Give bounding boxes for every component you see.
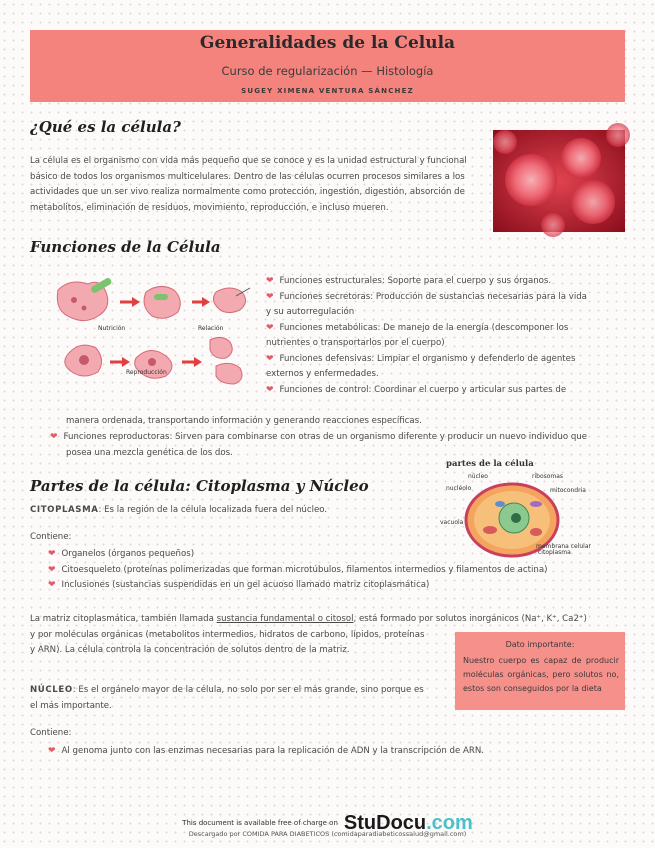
diagram-label-nutricion: Nutrición: [98, 325, 126, 332]
footer-studocu: This document is available free of charge on StuDocu.com: [182, 812, 473, 834]
matriz-paragraph: La matriz citoplasmática, también llamada sustancia fundamental o citosol, está formado por solutos inorgánicos (Na⁺, K⁺, Ca2⁺) y por moléculas orgánicas (metabolitos intermedios, hidratos de carbono, lípidos, proteínas y ARN). La célula controla la concentración de solutos dentro de la matriz.: [30, 614, 587, 655]
heart-bullet-icon: ❤: [266, 291, 274, 302]
text-line: posea una mezcla genética de los dos.: [66, 448, 233, 458]
section-title-cell-parts: Partes de la célula: Citoplasma y Núcleo: [30, 477, 369, 495]
red-blood-cells-image: [493, 130, 625, 232]
section-title-what-is-cell: ¿Qué es la célula?: [30, 118, 181, 136]
text-line: actividades que un ser vivo realiza normalmente como protección, ingestión, digestión, absorción de: [30, 187, 465, 197]
label-nucleo: núcleo: [468, 473, 488, 480]
list-item: ❤ Funciones defensivas: Limpiar el organismo y defenderlo de agentes: [266, 352, 626, 368]
important-note-box: [455, 632, 625, 710]
author-name: SUGEY XIMENA VENTURA SÁNCHEZ: [241, 87, 414, 95]
footer-downloaded-by: Descargado por COMIDA PARA DIABETICOS (comidaparadiabeticossalud@gmail.com): [188, 830, 467, 838]
heart-bullet-icon: ❤: [48, 746, 56, 756]
section-what-is-cell-text: [30, 154, 467, 216]
heart-bullet-icon: ❤: [50, 432, 58, 442]
heart-bullet-icon: ❤: [48, 580, 56, 590]
list-item: ❤ Organelos (órganos pequeños): [48, 547, 547, 563]
label-citoplasma: citoplasma: [538, 549, 571, 556]
heart-bullet-icon: ❤: [48, 549, 56, 559]
header-banner: [30, 30, 625, 102]
list-item: ❤ Citoesqueleto (proteínas polimerizadas que forman microtúbulos, filamentos intermedios y filamentos de actina): [48, 563, 547, 579]
label-nucleolo: nucléolo: [446, 485, 472, 492]
nucleo-paragraph: NÚCLEO: Es el orgánelo mayor de la célula, no solo por ser el más grande, sino porque es el más importante.: [30, 685, 424, 711]
diagram-title: partes de la célula: [446, 459, 534, 469]
label-membrana: membrana celular: [536, 543, 591, 550]
page-subtitle: Curso de regularización — Histología: [221, 64, 434, 78]
label-mitocondria: mitocondria: [550, 487, 586, 494]
text-line: manera ordenada, transportando información y generando reacciones específicas.: [66, 416, 422, 426]
heart-bullet-icon: ❤: [266, 353, 274, 364]
text-line: nutrientes o transportarlos por el cuerpo): [266, 338, 445, 348]
section-title-functions: Funciones de la Célula: [30, 238, 221, 256]
text-line: externos y enfermedades.: [266, 369, 379, 379]
text-line: metabolitos, eliminación de residuos, movimiento, reproducción, e incluso mueren.: [30, 202, 389, 213]
note-body: Nuestro cuerpo es capaz de producir moléculas orgánicas, pero solutos no, estos son conseguidos por la dieta: [463, 656, 619, 693]
studocu-logo-link[interactable]: StuDocu.com: [343, 812, 473, 834]
diagram-label-relacion: Relación: [198, 325, 224, 332]
functions-list: [266, 274, 626, 398]
text-line: La célula es el organismo con vida más pequeño que se conoce y es la unidad estructural y funcional: [30, 156, 467, 166]
label-ribosomas: ribosomas: [532, 473, 564, 480]
list-item: ❤ Al genoma junto con las enzimas necesarias para la replicación de ADN y la transcripción de ARN.: [48, 744, 484, 760]
page-title: Generalidades de la Celula: [199, 33, 456, 53]
label-vacuola: vacuola: [440, 519, 464, 526]
contiene-label: Contiene:: [30, 532, 72, 542]
cell-parts-diagram: [440, 456, 591, 560]
list-item: ❤ Funciones reproductoras: Sirven para combinarse con otras de un organismo diferente y producir un nuevo individuo que: [50, 430, 587, 446]
contiene-label: Contiene:: [30, 728, 72, 738]
heart-bullet-icon: ❤: [48, 564, 56, 575]
text-line: básico de todos los organismos multicelulares. Dentro de las células ocurren procesos similares a los: [30, 171, 465, 182]
list-item: ❤ Funciones de control: Coordinar el cuerpo y articular sus partes de: [266, 383, 626, 399]
heart-bullet-icon: ❤: [266, 322, 274, 333]
list-item: ❤ Funciones estructurales: Soporte para el cuerpo y sus órganos.: [266, 274, 626, 290]
citoplasma-definition: CITOPLASMA: Es la región de la célula localizada fuera del núcleo.: [30, 505, 328, 515]
text-line: y su autorregulación: [266, 307, 355, 317]
heart-bullet-icon: ❤: [266, 384, 274, 395]
list-item: ❤ Inclusiones (sustancias suspendidas en un gel acuoso llamado matriz citoplasmática): [48, 578, 547, 594]
heart-bullet-icon: ❤: [266, 276, 274, 286]
diagram-label-reproduccion: Reproducción: [126, 369, 167, 376]
note-title: Dato importante:: [505, 640, 575, 649]
list-item: ❤ Funciones secretoras: Producción de sustancias necesarias para la vida: [266, 290, 626, 306]
citoplasma-list: [48, 547, 547, 594]
cell-functions-diagram: [50, 270, 265, 390]
list-item: ❤ Funciones metabólicas: De manejo de la energía (descomponer los: [266, 321, 626, 337]
